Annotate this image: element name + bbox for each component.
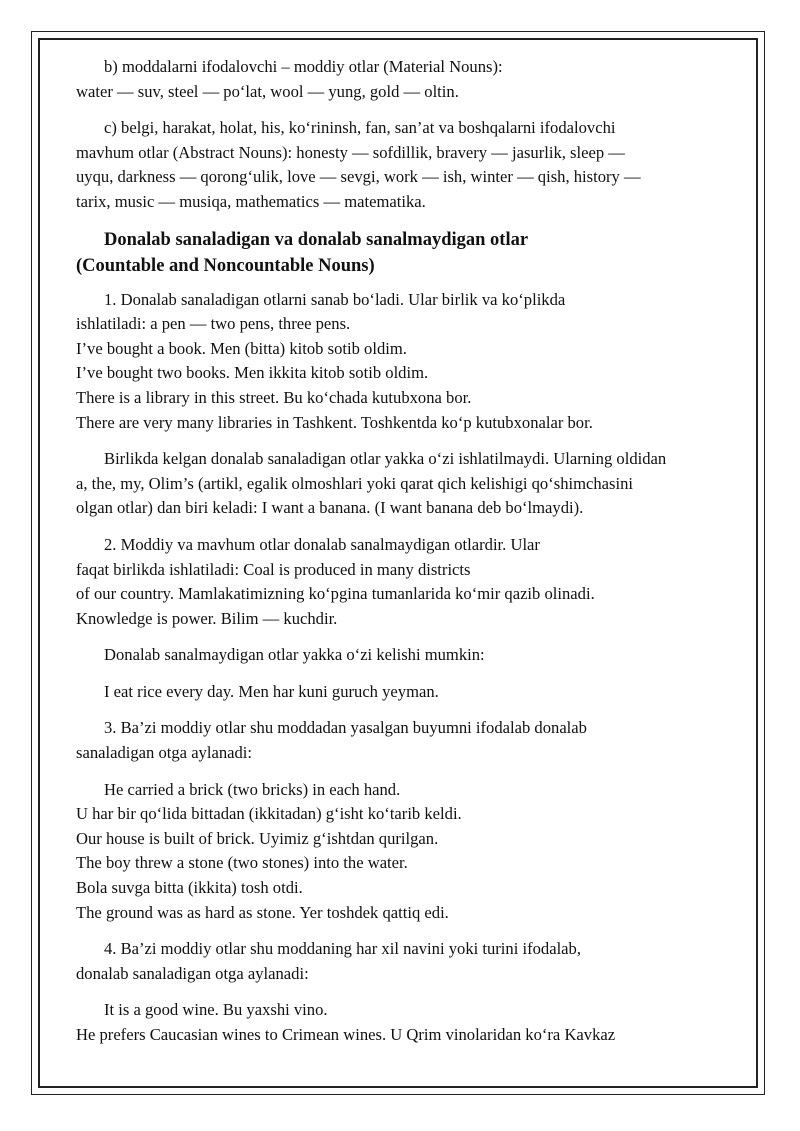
text-line: ishlatiladi: a pen — two pens, three pens. [76, 314, 351, 334]
text-line: donalab sanaladigan otga aylanadi: [76, 963, 309, 983]
text-line: Our house is built of brick. Uyimiz g‘ishtdan qurilgan. [76, 828, 439, 848]
text-line: I’ve bought a book. Men (bitta) kitob sotib oldim. [76, 338, 407, 358]
text-line: 2. Moddiy va mavhum otlar donalab sanalmaydigan otlardir. Ular [104, 534, 540, 554]
document-body [76, 55, 756, 1060]
paragraph [76, 116, 756, 214]
text-line: faqat birlikda ishlatiladi: Coal is produced in many districts [76, 559, 471, 579]
text-line: U har bir qo‘lida bittadan (ikkitadan) g‘isht ko‘tarib keldi. [76, 804, 462, 824]
paragraph [76, 680, 756, 705]
paragraph [76, 533, 756, 631]
text-line: The ground was as hard as stone. Yer toshdek qattiq edi. [76, 902, 449, 922]
text-line: 4. Ba’zi moddiy otlar shu moddaning har xil navini yoki turini ifodalab, [104, 939, 581, 959]
paragraph [76, 643, 756, 668]
paragraph [76, 937, 756, 986]
text-line: I’ve bought two books. Men ikkita kitob sotib oldim. [76, 363, 429, 383]
text-line: water — suv, steel — po‘lat, wool — yung, gold — oltin. [76, 81, 459, 101]
text-line: uyqu, darkness — qorong‘ulik, love — sevgi, work — ish, winter — qish, history — [76, 167, 641, 187]
paragraph [76, 778, 756, 926]
text-line: There is a library in this street. Bu ko‘chada kutubxona bor. [76, 387, 472, 407]
text-line: mavhum otlar (Abstract Nouns): honesty — sofdillik, bravery — jasurlik, sleep — [76, 142, 625, 162]
text-line: It is a good wine. Bu yaxshi vino. [104, 1000, 328, 1020]
text-line: (Countable and Noncountable Nouns) [76, 255, 375, 276]
text-line: Donalab sanalmaydigan otlar yakka o‘zi kelishi mumkin: [104, 645, 485, 665]
paragraph [76, 288, 756, 436]
text-line: Knowledge is power. Bilim — kuchdir. [76, 608, 338, 628]
text-line: 1. Donalab sanaladigan otlarni sanab bo‘ladi. Ular birlik va ko‘plikda [104, 289, 566, 309]
text-line: a, the, my, Olim’s (artikl, egalik olmoshlari yoki qarat qich kelishigi qo‘shimchasini [76, 473, 634, 493]
text-line: Bola suvga bitta (ikkita) tosh otdi. [76, 878, 303, 898]
text-line: sanaladigan otga aylanadi: [76, 743, 253, 763]
text-line: tarix, music — musiqa, mathematics — matematika. [76, 191, 426, 211]
text-line: of our country. Mamlakatimizning ko‘pgina tumanlarida ko‘mir qazib olinadi. [76, 584, 595, 604]
text-line: I eat rice every day. Men har kuni guruch yeyman. [104, 681, 439, 701]
paragraph [76, 447, 756, 521]
text-line: olgan otlar) dan biri keladi: I want a banana. (I want banana deb bo‘lmaydi). [76, 498, 584, 518]
paragraph [76, 716, 756, 765]
section-heading [76, 227, 756, 279]
text-line: b) moddalarni ifodalovchi – moddiy otlar (Material Nouns): [104, 57, 503, 76]
paragraph [76, 998, 756, 1047]
text-line: 3. Ba’zi moddiy otlar shu moddadan yasalgan buyumni ifodalab donalab [104, 718, 587, 738]
paragraph [76, 55, 756, 104]
text-line: Birlikda kelgan donalab sanaladigan otlar yakka o‘zi ishlatilmaydi. Ularning oldidan [104, 449, 667, 469]
text-line: c) belgi, harakat, holat, his, ko‘rininsh, fan, san’at va boshqalarni ifodalovchi [104, 118, 616, 138]
text-line: Donalab sanaladigan va donalab sanalmaydigan otlar [104, 229, 529, 250]
text-line: There are very many libraries in Tashkent. Toshkentda ko‘p kutubxonalar bor. [76, 412, 593, 432]
text-line: The boy threw a stone (two stones) into the water. [76, 853, 408, 873]
text-line: He carried a brick (two bricks) in each hand. [104, 779, 401, 799]
text-line: He prefers Caucasian wines to Crimean wines. U Qrim vinolaridan ko‘ra Kavkaz [76, 1025, 616, 1044]
